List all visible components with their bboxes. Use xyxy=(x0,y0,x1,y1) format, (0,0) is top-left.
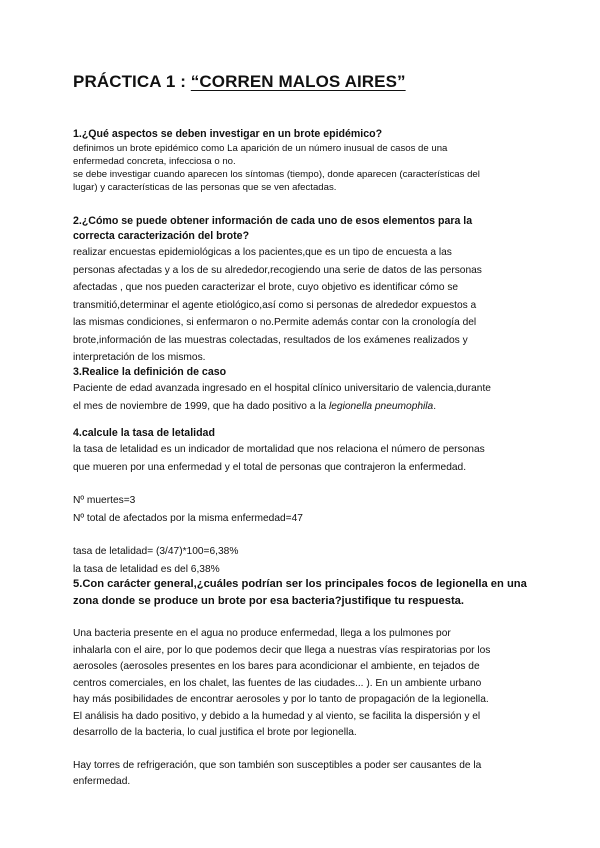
page-title xyxy=(73,72,406,92)
organism-name: legionella pneumophila xyxy=(329,400,434,412)
deaths-count: Nº muertes=3 xyxy=(73,495,136,506)
answer-5-line: Una bacteria presente en el agua no produce enfermedad, llega a los pulmones por xyxy=(73,628,451,639)
answer-1-line: se debe investigar cuando aparecen los síntomas (tiempo), donde aparecen (características del xyxy=(73,169,480,180)
lethality-formula: tasa de letalidad= (3/47)*100=6,38% xyxy=(73,546,239,557)
section-2 xyxy=(73,214,533,367)
answer-2-line: personas afectadas y a los de su alrededor,recogiendo una serie de datos de las personas xyxy=(73,264,482,276)
answer-1-line: enfermedad concreta, infecciosa o no. xyxy=(73,156,236,167)
answer-5-line: aerosoles (aerosoles presentes en los bares para acondicionar el ambiente, en tejados de xyxy=(73,661,480,672)
section-3 xyxy=(73,365,533,415)
question-2-line: 2.¿Cómo se puede obtener información de cada uno de esos elementos para la xyxy=(73,215,473,227)
answer-2-line: afectadas , que nos pueden caracterizar el brote, cuyo objetivo es identificar cómo se xyxy=(73,282,459,293)
section-1 xyxy=(73,127,533,194)
title-prefix: PRÁCTICA 1 : xyxy=(73,72,191,91)
question-2-line: correcta caracterización del brote? xyxy=(73,230,250,242)
answer-3-text: el mes de noviembre de 1999, que ha dado positivo a la xyxy=(73,400,329,412)
answer-2-line: interpretación de los mismos. xyxy=(73,352,206,363)
answer-2-line: brote,información de las muestras colectadas, resultados de los exámenes realizados y xyxy=(73,334,468,346)
lethality-result: la tasa de letalidad es del 6,38% xyxy=(73,563,220,575)
answer-5-line: hay más posibilidades de encontrar aerosoles y por lo tanto de propagación de la legionella. xyxy=(73,694,489,705)
answer-2-line: transmitió,determinar el agente etiológico,así como si personas de alrededor expuestos a xyxy=(73,299,477,311)
answer-5-line: enfermedad. xyxy=(73,776,131,787)
section-5 xyxy=(73,576,543,791)
question-3: 3.Realice la definición de caso xyxy=(73,366,227,378)
question-1: 1.¿Qué aspectos se deben investigar en un brote epidémico? xyxy=(73,128,383,140)
question-5-line: zona donde se produce un brote por esa bacteria?justifique tu respuesta. xyxy=(73,595,465,607)
answer-3-suffix: . xyxy=(433,400,437,412)
answer-3-line: Paciente de edad avanzada ingresado en el hospital clínico universitario de valencia,durante xyxy=(73,383,491,394)
question-5-line: 5.Con carácter general,¿cuáles podrían ser los principales focos de legionella en una xyxy=(73,578,527,590)
answer-5-line: inhalarla con el aire, por lo que podemos decir que llega a nuestras vías respiratorias por los xyxy=(73,644,491,656)
answer-1-line: lugar) y características de las personas que se ven afectadas. xyxy=(73,182,337,193)
question-4: 4.calcule la tasa de letalidad xyxy=(73,427,215,439)
answer-4-line: la tasa de letalidad es un indicador de mortalidad que nos relaciona el número de personas xyxy=(73,444,485,455)
answer-2-line: las mismas condiciones, si enfermaron o no.Permite además contar con la cronología del xyxy=(73,317,477,328)
section-4 xyxy=(73,426,533,578)
title-main: “CORREN MALOS AIRES” xyxy=(190,72,406,91)
answer-1-line: definimos un brote epidémico como La aparición de un número inusual de casos de una xyxy=(73,143,448,154)
answer-5-line: El análisis ha dado positivo, y debido a la humedad y al viento, se facilita la dispersión y el xyxy=(73,710,481,722)
answer-4-line: que mueren por una enfermedad y el total de personas que contrajeron la enfermedad. xyxy=(73,461,467,473)
answer-2-line: realizar encuestas epidemiológicas a los pacientes,que es un tipo de encuesta a las xyxy=(73,247,452,258)
answer-3-line xyxy=(73,398,533,416)
answer-5-line: centros comerciales, en los chalet, las fuentes de las ciudades... ). En un ambiente urbano xyxy=(73,677,482,689)
answer-5-line: desarrollo de la bacteria, lo cual justifica el brote por legionella. xyxy=(73,727,357,738)
answer-5-line: Hay torres de refrigeración, que son también son susceptibles a poder ser causantes de la xyxy=(73,759,482,771)
affected-count: Nº total de afectados por la misma enfermedad=47 xyxy=(73,512,303,524)
